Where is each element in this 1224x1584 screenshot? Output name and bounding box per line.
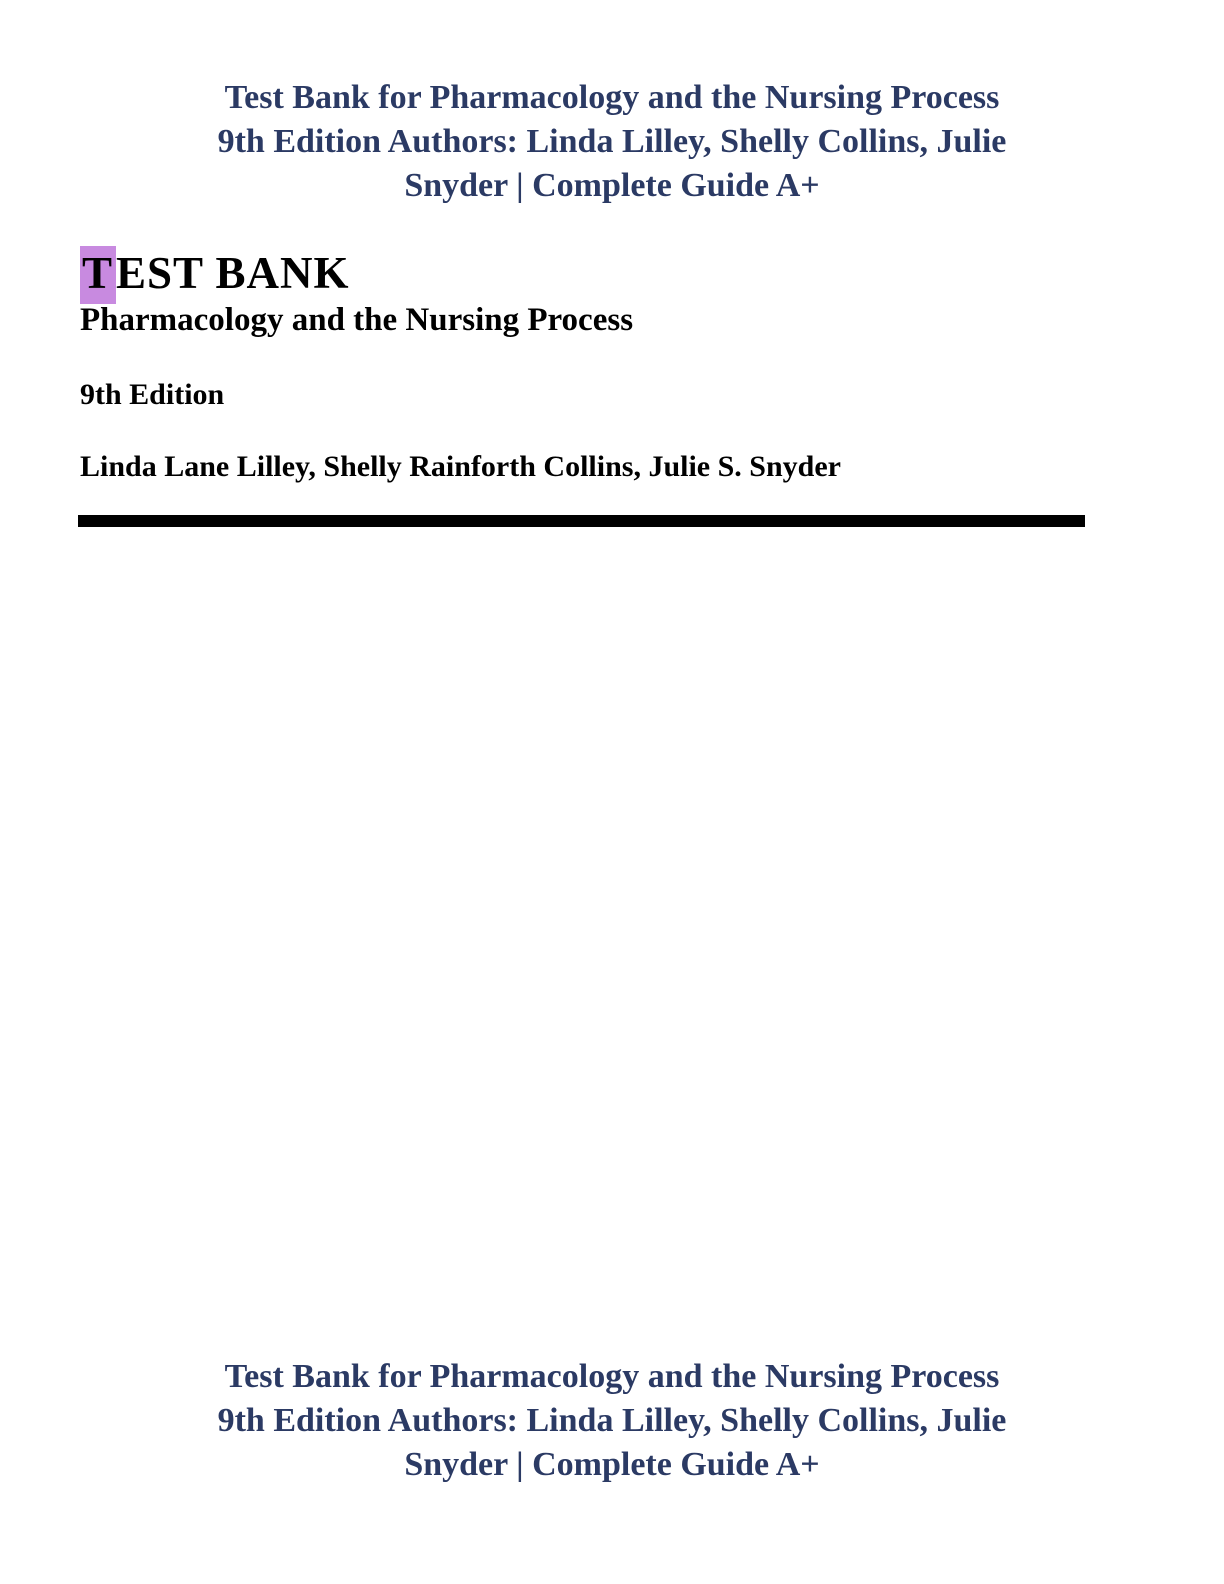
footer-title-line-1: Test Bank for Pharmacology and the Nursing Process [224, 1358, 1000, 1395]
edition-label: 9th Edition [80, 378, 225, 411]
header-title-line-2: 9th Edition Authors: Linda Lilley, Shelly Collins, Julie [217, 123, 1007, 160]
authors-line: Linda Lane Lilley, Shelly Rainforth Collins, Julie S. Snyder [80, 450, 841, 483]
footer-title-line-2: 9th Edition Authors: Linda Lilley, Shelly Collins, Julie [217, 1402, 1007, 1439]
page-footer-title [0, 1355, 1224, 1487]
header-title-line-1: Test Bank for Pharmacology and the Nursing Process [224, 79, 1000, 116]
highlighted-letter: T [80, 246, 116, 304]
footer-title-line-3: Snyder | Complete Guide A+ [404, 1446, 820, 1483]
document-body [80, 246, 841, 485]
divider-rule [78, 515, 1085, 527]
header-title-line-3: Snyder | Complete Guide A+ [404, 167, 820, 204]
test-bank-heading [80, 246, 841, 300]
book-subtitle: Pharmacology and the Nursing Process [80, 302, 634, 338]
test-bank-heading-rest: EST BANK [116, 248, 350, 298]
page-header-title [0, 76, 1224, 208]
